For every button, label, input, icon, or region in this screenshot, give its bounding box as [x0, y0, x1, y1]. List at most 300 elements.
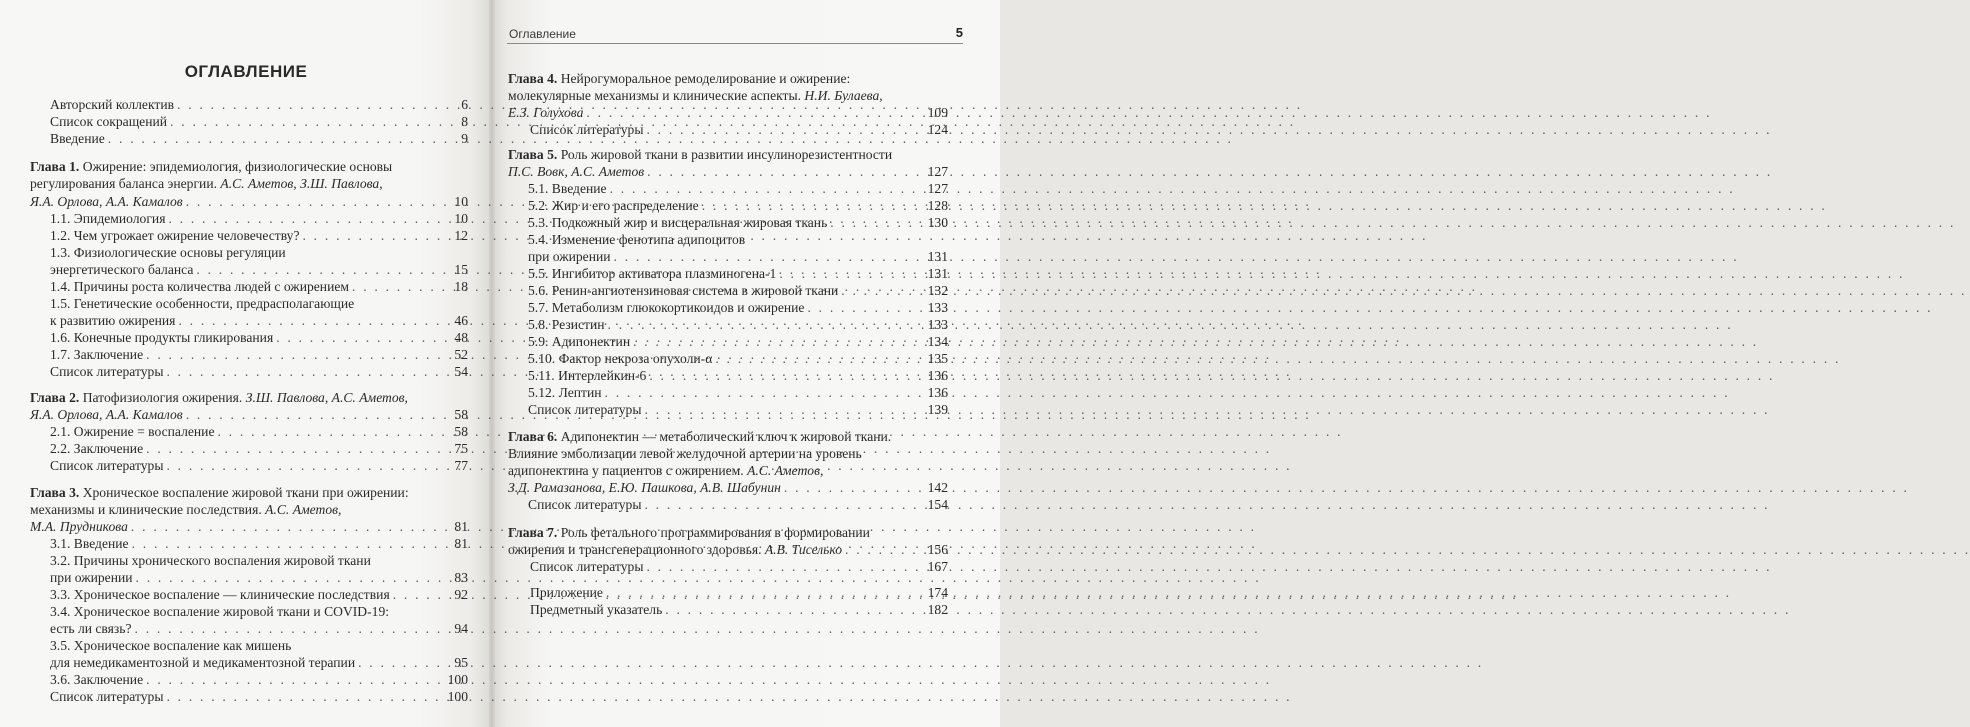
toc-entry-text — [528, 231, 745, 248]
entry-page-number: 131 — [927, 249, 948, 264]
running-head-title: Оглавление — [509, 27, 576, 41]
entry-title: для немедикаментозной и медикаментозной терапии — [50, 655, 356, 670]
dot-leader — [178, 312, 450, 329]
dot-leader — [166, 363, 450, 380]
toc-entry — [528, 282, 948, 299]
toc-entry — [530, 558, 948, 575]
entry-title: Авторский коллектив — [50, 97, 175, 112]
entry-page-number: 58 — [454, 424, 468, 439]
entry-title: Патофизиология ожирения. — [82, 390, 246, 405]
entry-title: 5.8. Резистин — [528, 317, 605, 332]
entry-title: Список литературы — [528, 497, 642, 512]
chapter-label: Глава 5. — [508, 147, 558, 162]
entry-title: 3.1. Введение — [50, 536, 129, 551]
toc-entry — [508, 104, 948, 121]
running-head — [507, 24, 963, 44]
toc-entry — [30, 175, 468, 192]
entry-page-number: 75 — [454, 441, 468, 456]
dot-leader — [646, 121, 923, 138]
toc-entry-text — [50, 569, 133, 586]
entry-title: 5.10. Фактор некроза опухоли-α — [528, 351, 713, 366]
toc-entry-text — [528, 350, 712, 367]
dot-leader — [644, 401, 923, 418]
dot-leader — [146, 346, 450, 363]
entry-title: при ожирении — [50, 570, 133, 585]
toc-entry — [50, 671, 468, 688]
toc-entry — [50, 295, 468, 312]
toc-entry-text — [528, 333, 630, 350]
toc-entry — [50, 457, 468, 474]
toc-chapter-line — [508, 524, 948, 541]
entry-title: есть ли связь? — [50, 621, 132, 636]
entry-authors: П.С. Вовк, А.С. Аметов — [508, 164, 645, 179]
entry-page-number: 131 — [927, 266, 948, 281]
toc-entry-text — [508, 146, 892, 163]
toc-entry — [50, 244, 468, 261]
dot-leader — [606, 584, 924, 601]
toc-entry-text — [50, 440, 143, 457]
toc-entry — [30, 406, 468, 423]
entry-title: 3.6. Заключение — [50, 672, 144, 687]
dot-leader — [217, 423, 450, 440]
entry-page-number: 18 — [454, 279, 468, 294]
toc-entry — [50, 654, 468, 671]
dot-leader — [605, 384, 924, 401]
entry-title: 1.1. Эпидемиология — [50, 211, 166, 226]
toc-entry — [30, 518, 468, 535]
toc-entry — [50, 569, 468, 586]
entry-page-number: 52 — [454, 347, 468, 362]
dot-leader — [352, 278, 450, 295]
dot-leader — [170, 113, 457, 130]
entry-title: 5.5. Ингибитор активатора плазминогена-1 — [528, 266, 777, 281]
toc-entry-text — [50, 312, 175, 329]
entry-title: Адипонектин — метаболический ключ к жировой ткани. — [560, 429, 892, 444]
toc-entry-text — [50, 654, 355, 671]
entry-page-number: 81 — [454, 536, 468, 551]
toc-entry-text — [50, 637, 291, 654]
toc-entry-text — [50, 295, 354, 312]
entry-page-number: 81 — [454, 519, 468, 534]
chapter-label: Глава 6. — [508, 429, 558, 444]
toc-entry-text — [508, 428, 891, 445]
entry-page-number: 6 — [461, 97, 468, 112]
entry-page-number: 46 — [454, 313, 468, 328]
toc-entry-text — [50, 620, 132, 637]
dot-leader — [168, 210, 450, 227]
toc-entry — [530, 601, 948, 618]
toc-chapter-line — [30, 389, 468, 406]
toc-entry-text — [50, 363, 163, 380]
toc-entry-text — [508, 70, 850, 87]
entry-page-number: 132 — [927, 283, 948, 298]
toc-chapter-line — [508, 70, 948, 87]
entry-page-number: 130 — [927, 215, 948, 230]
dot-leader — [614, 248, 924, 265]
chapter-label: Глава 1. — [30, 159, 80, 174]
toc-entry — [508, 479, 948, 496]
toc-entry — [528, 384, 948, 401]
entry-title: Список литературы — [50, 458, 164, 473]
toc-entry — [50, 261, 468, 278]
toc-entry — [30, 193, 468, 210]
entry-title: ожирения и трансгенерационного здоровья. — [508, 542, 765, 557]
toc-entry-text — [50, 671, 143, 688]
toc-entry-text — [528, 496, 641, 513]
toc-entry-text — [528, 299, 804, 316]
dot-leader — [841, 282, 923, 299]
toc-entry — [528, 265, 948, 282]
entry-title: 5.4. Изменение фенотипа адипоцитов — [528, 232, 746, 247]
toc-entry — [508, 541, 948, 558]
entry-title: Ожирение: эпидемиология, физиологические основы — [82, 159, 393, 174]
entry-page-number: 124 — [927, 122, 948, 137]
dot-leader — [633, 333, 924, 350]
entry-title: 5.3. Подкожный жир и висцеральная жировая ткань — [528, 215, 828, 230]
toc-entry — [50, 210, 468, 227]
entry-title: 1.6. Конечные продукты гликирования — [50, 330, 274, 345]
entry-page-number: 10 — [454, 211, 468, 226]
entry-title: Нейрогуморальное ремоделирование и ожирение: — [560, 71, 851, 86]
dot-leader — [131, 518, 450, 535]
entry-title: 1.2. Чем угрожает ожирение человечеству? — [50, 228, 300, 243]
toc-entry — [528, 180, 948, 197]
entry-title: Роль жировой ткани в развитии инсулинорезистентности — [560, 147, 893, 162]
toc-chapter-line — [508, 146, 948, 163]
toc-entry-text — [50, 535, 129, 552]
dot-leader — [135, 620, 451, 637]
toc-entry-text — [508, 87, 883, 104]
toc-entry — [508, 163, 948, 180]
entry-page-number: 15 — [454, 262, 468, 277]
entry-title: к развитию ожирения — [50, 313, 176, 328]
entry-title: 3.3. Хроническое воспаление — клинические последствия — [50, 587, 390, 602]
toc-entry-text — [530, 558, 643, 575]
toc-entry — [50, 363, 468, 380]
entry-title: Список литературы — [50, 689, 164, 704]
entry-page-number: 58 — [454, 407, 468, 422]
dot-leader — [807, 299, 923, 316]
entry-authors: Е.З. Голухова — [508, 105, 584, 120]
toc-entry — [50, 688, 468, 705]
entry-title: 3.2. Причины хронического воспаления жировой ткани — [50, 553, 371, 568]
dot-leader — [186, 406, 451, 423]
toc-entry-text — [30, 518, 128, 535]
entry-page-number: 94 — [454, 621, 468, 636]
toc-entry-text — [528, 214, 827, 231]
toc-entry-text — [50, 457, 163, 474]
toc-entry — [508, 87, 948, 104]
chapter-label: Глава 4. — [508, 71, 558, 86]
toc-entry — [528, 214, 948, 231]
toc-entry — [30, 501, 468, 518]
toc-entry-text — [528, 248, 611, 265]
entry-page-number: 100 — [447, 672, 468, 687]
toc-entry-text — [508, 479, 781, 496]
entry-page-number: 127 — [927, 181, 948, 196]
toc-entry-text — [50, 113, 167, 130]
entry-page-number: 8 — [461, 114, 468, 129]
entry-title: 1.3. Физиологические основы регуляции — [50, 245, 286, 260]
toc-chapter-line — [508, 428, 948, 445]
entry-title: 3.4. Хроническое воспаление жировой ткани и COVID-19: — [50, 604, 390, 619]
entry-page-number: 134 — [927, 334, 948, 349]
dot-leader — [196, 261, 450, 278]
entry-authors: Я.А. Орлова, А.А. Камалов — [30, 407, 183, 422]
entry-page-number: 77 — [454, 458, 468, 473]
toc-entry — [50, 227, 468, 244]
entry-title: 5.6. Ренин-ангиотензиновая система в жировой ткани — [528, 283, 839, 298]
toc-entry — [530, 121, 948, 138]
toc-entry — [50, 329, 468, 346]
entry-authors: Я.А. Орлова, А.А. Камалов — [30, 194, 183, 209]
dot-leader — [166, 688, 443, 705]
dot-leader — [146, 671, 443, 688]
dot-leader — [166, 457, 450, 474]
toc-entry-text — [528, 401, 641, 418]
dot-leader — [177, 96, 457, 113]
entry-title: энергетического баланса — [50, 262, 194, 277]
toc-entry-text — [30, 175, 383, 192]
dot-leader — [779, 265, 923, 282]
toc-entry-text — [50, 210, 165, 227]
entry-page-number: 136 — [927, 385, 948, 400]
chapter-label: Глава 7. — [508, 525, 558, 540]
dot-leader — [702, 197, 924, 214]
toc-entry-text — [530, 121, 643, 138]
entry-title: регулирования баланса энергии. — [30, 176, 221, 191]
entry-title: 3.5. Хроническое воспаление как мишень — [50, 638, 292, 653]
toc-entry-text — [50, 244, 286, 261]
entry-page-number: 135 — [927, 351, 948, 366]
entry-title: Введение — [50, 131, 105, 146]
toc-entry-text — [528, 316, 605, 333]
entry-title: механизмы и клинические последствия. — [30, 502, 266, 517]
dot-leader — [830, 214, 923, 231]
entry-page-number: 136 — [927, 368, 948, 383]
entry-page-number: 139 — [927, 402, 948, 417]
dot-leader — [276, 329, 450, 346]
toc-entry — [50, 423, 468, 440]
toc-entry — [528, 367, 948, 384]
toc-entry — [50, 312, 468, 329]
toc-entry-text — [508, 524, 870, 541]
entry-title: Список сокращений — [50, 114, 168, 129]
toc-entry — [528, 333, 948, 350]
toc-entry — [50, 552, 468, 569]
entry-authors: А.С. Аметов, — [747, 463, 824, 478]
entry-authors: А.В. Тиселько — [764, 542, 843, 557]
dot-leader — [845, 541, 924, 558]
dot-leader — [146, 440, 450, 457]
toc-entry — [50, 278, 468, 295]
entry-title: Приложение — [530, 585, 603, 600]
entry-page-number: 167 — [927, 559, 948, 574]
entry-page-number: 154 — [927, 497, 948, 512]
entry-authors: З.Ш. Павлова, А.С. Аметов, — [245, 390, 408, 405]
entry-page-number: 133 — [927, 300, 948, 315]
page-number: 5 — [955, 25, 963, 40]
toc-entry — [528, 299, 948, 316]
entry-title: Влияние эмболизации левой желудочной артерии на уровень — [508, 446, 862, 461]
entry-title: 5.9. Адипонектин — [528, 334, 631, 349]
entry-title: Предметный указатель — [530, 602, 663, 617]
toc-entry — [528, 316, 948, 333]
dot-leader — [132, 535, 451, 552]
entry-page-number: 109 — [927, 105, 948, 120]
dot-leader — [136, 569, 451, 586]
toc-entry — [508, 445, 948, 462]
dot-leader — [715, 350, 923, 367]
dot-leader — [358, 654, 450, 671]
entry-title: Хроническое воспаление жировой ткани при ожирении: — [82, 485, 409, 500]
entry-authors: Н.И. Булаева, — [804, 88, 883, 103]
entry-page-number: 127 — [927, 164, 948, 179]
toc-entry-text — [50, 423, 214, 440]
toc-entry-text — [50, 346, 143, 363]
toc-entry — [50, 620, 468, 637]
entry-page-number: 100 — [447, 689, 468, 704]
toc-entry-text — [50, 329, 273, 346]
toc-entry — [528, 231, 948, 248]
entry-title: адипонектина у пациентов с ожирением. — [508, 463, 748, 478]
toc-entry-text — [50, 261, 193, 278]
toc-entry — [50, 96, 468, 113]
toc-entry-text — [528, 197, 699, 214]
entry-page-number: 48 — [454, 330, 468, 345]
chapter-label: Глава 3. — [30, 485, 80, 500]
toc-entry-text — [508, 445, 862, 462]
toc-entry — [50, 130, 468, 147]
toc-entry-text — [50, 552, 371, 569]
entry-title: 1.5. Генетические особенности, предрасполагающие — [50, 296, 355, 311]
entry-title: 1.4. Причины роста количества людей с ожирением — [50, 279, 349, 294]
entry-title: 5.2. Жир и его распределение — [528, 198, 699, 213]
entry-title: 2.2. Заключение — [50, 441, 144, 456]
toc-entry-text — [50, 130, 105, 147]
toc-entry — [50, 535, 468, 552]
entry-title: при ожирении — [528, 249, 611, 264]
dot-leader — [647, 163, 923, 180]
toc-entry — [50, 637, 468, 654]
entry-title: 5.11. Интерлейкин-6 — [528, 368, 647, 383]
entry-page-number: 156 — [927, 542, 948, 557]
dot-leader — [586, 104, 923, 121]
toc-entry-text — [30, 158, 392, 175]
toc-entry-text — [50, 278, 349, 295]
toc-chapter-line — [30, 158, 468, 175]
toc-entry-text — [530, 601, 662, 618]
toc-entry-text — [30, 406, 183, 423]
toc-entry-text — [50, 688, 163, 705]
toc-entry-text — [528, 180, 607, 197]
toc-entry-text — [528, 384, 602, 401]
toc-entry-text — [508, 104, 583, 121]
entry-title: Роль фетального программирования в формировании — [560, 525, 870, 540]
entry-page-number: 174 — [927, 585, 948, 600]
toc-chapter-line — [30, 484, 468, 501]
entry-page-number: 92 — [454, 587, 468, 602]
toc-entry-text — [50, 96, 174, 113]
toc-entry — [50, 113, 468, 130]
toc-entry-text — [508, 462, 823, 479]
entry-page-number: 83 — [454, 570, 468, 585]
toc-entry-text — [530, 584, 603, 601]
dot-leader — [108, 130, 457, 147]
toc-entry-text — [508, 541, 842, 558]
entry-title: молекулярные механизмы и клинические аспекты. — [508, 88, 805, 103]
dot-leader — [646, 558, 923, 575]
toc-entry-text — [528, 367, 646, 384]
dot-leader — [186, 193, 451, 210]
entry-page-number: 54 — [454, 364, 468, 379]
dot-leader — [644, 496, 923, 513]
entry-page-number: 95 — [454, 655, 468, 670]
entry-title: 2.1. Ожирение = воспаление — [50, 424, 215, 439]
toc-entry-text — [508, 163, 644, 180]
toc-entry-text — [30, 501, 341, 518]
entry-title: Список литературы — [530, 559, 644, 574]
entry-title: 5.12. Лептин — [528, 385, 602, 400]
dot-leader — [649, 367, 923, 384]
dot-leader — [608, 316, 924, 333]
entry-authors: А.С. Аметов, — [265, 502, 342, 517]
toc-entry-text — [50, 586, 390, 603]
entry-page-number: 9 — [461, 131, 468, 146]
dot-leader — [784, 479, 924, 496]
toc-entry — [528, 248, 948, 265]
entry-page-number: 142 — [927, 480, 948, 495]
entry-title: Список литературы — [530, 122, 644, 137]
entry-authors: А.С. Аметов, З.Ш. Павлова, — [220, 176, 383, 191]
entry-page-number: 10 — [454, 194, 468, 209]
entry-page-number: 182 — [927, 602, 948, 617]
toc-entry-text — [528, 265, 776, 282]
toc-entry — [530, 584, 948, 601]
chapter-label: Глава 2. — [30, 390, 80, 405]
toc-entry — [508, 462, 948, 479]
toc-entry — [528, 496, 948, 513]
toc-entry — [528, 401, 948, 418]
entry-authors: М.А. Прудникова — [30, 519, 128, 534]
dot-leader — [665, 601, 923, 618]
toc-entry — [50, 603, 468, 620]
toc-entry — [528, 350, 948, 367]
toc-entry — [50, 346, 468, 363]
entry-title: Список литературы — [528, 402, 642, 417]
toc-entry-text — [30, 484, 409, 501]
entry-title: 1.7. Заключение — [50, 347, 144, 362]
toc-entry-text — [50, 603, 389, 620]
toc-entry-text — [30, 389, 408, 406]
toc-entry-text — [528, 282, 838, 299]
dot-leader — [393, 586, 451, 603]
toc-entry — [50, 586, 468, 603]
toc-title: ОГЛАВЛЕНИЕ — [184, 62, 308, 81]
toc-entry-text — [30, 193, 183, 210]
entry-page-number: 128 — [927, 198, 948, 213]
dot-leader — [302, 227, 450, 244]
entry-title: 5.7. Метаболизм глюкокортикоидов и ожирение — [528, 300, 805, 315]
entry-page-number: 133 — [927, 317, 948, 332]
entry-page-number: 12 — [454, 228, 468, 243]
entry-title: Список литературы — [50, 364, 164, 379]
toc-entry-text — [50, 227, 299, 244]
entry-authors: З.Д. Рамазанова, Е.Ю. Пашкова, А.В. Шабунин — [508, 480, 781, 495]
entry-title: 5.1. Введение — [528, 181, 607, 196]
toc-entry — [528, 197, 948, 214]
toc-entry — [50, 440, 468, 457]
